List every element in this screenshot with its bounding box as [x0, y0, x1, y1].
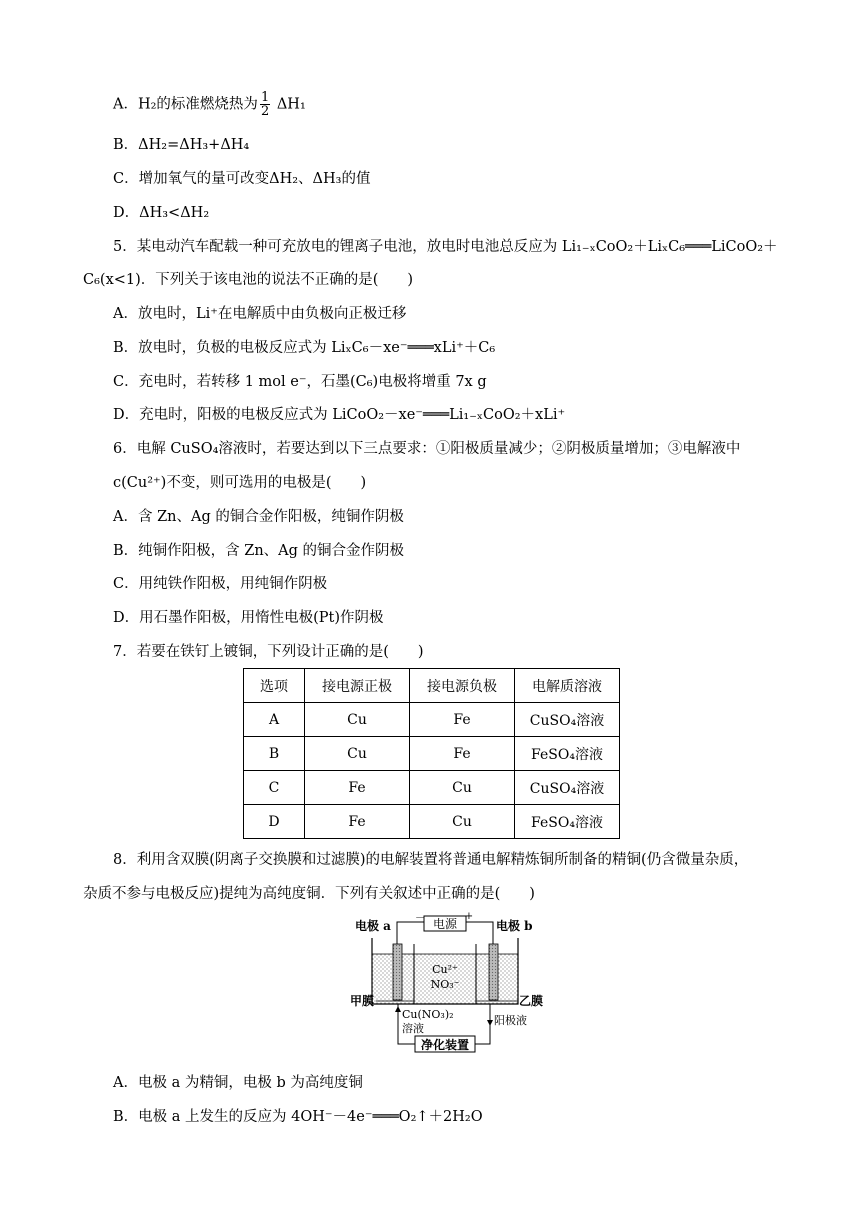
q6-option-d: D．用石墨作阳极，用惰性电极(Pt)作阴极: [113, 610, 384, 626]
membrane-right-label: 乙膜: [519, 994, 544, 1008]
q5-option-a: A．放电时，Li⁺在电解质中由负极向正极迁移: [113, 306, 407, 322]
table-cell: FeSO₄溶液: [515, 805, 620, 839]
table-cell: Fe: [410, 737, 515, 771]
q6-option-c: C．用纯铁作阳极，用纯铜作阴极: [113, 576, 328, 592]
table-cell: B: [244, 737, 305, 771]
purifier-label: 净化装置: [420, 1038, 470, 1052]
q4-option-a-tail: ΔH₁: [272, 96, 306, 113]
anolyte-label: 阳极液: [494, 1014, 527, 1027]
q4-option-b: B．ΔH₂=ΔH₃+ΔH₄: [113, 137, 250, 153]
negative-terminal-sign: －: [415, 913, 425, 924]
q7-stem: 7．若要在铁钉上镀铜，下列设计正确的是( ): [113, 644, 424, 660]
table-cell: A: [244, 703, 305, 737]
fraction-numerator: 1: [260, 90, 270, 105]
table-cell: CuSO₄溶液: [515, 703, 620, 737]
table-cell: C: [244, 771, 305, 805]
fraction-one-half: [260, 91, 270, 118]
table-header-row: [244, 669, 620, 703]
q7-options-table: [243, 668, 620, 839]
table-header-cell: 选项: [244, 669, 305, 703]
table-row: [244, 703, 620, 737]
q8-stem-line2: 杂质不参与电极反应)提纯为高纯度铜．下列有关叙述中正确的是( ): [83, 886, 535, 902]
table-cell: CuSO₄溶液: [515, 771, 620, 805]
solution-left-label-line2: 溶液: [402, 1022, 424, 1035]
table-cell: Cu: [410, 805, 515, 839]
q8-option-b: B．电极 a 上发生的反应为 4OH⁻－4e⁻═══O₂↑＋2H₂O: [113, 1109, 483, 1125]
q6-stem-line2: c(Cu²⁺)不变，则可选用的电极是( ): [113, 475, 367, 491]
fraction-denominator: 2: [260, 104, 270, 119]
ion-nitrate-label: NO₃⁻: [430, 978, 460, 991]
table-cell: D: [244, 805, 305, 839]
q4-option-d: D．ΔH₃<ΔH₂: [113, 205, 210, 221]
table-cell: Fe: [305, 805, 410, 839]
table-cell: Cu: [305, 737, 410, 771]
q6-option-b: B．纯铜作阳极，含 Zn、Ag 的铜合金作阴极: [113, 543, 405, 559]
q5-option-c: C．充电时，若转移 1 mol e⁻，石墨(C₆)电极将增重 7x g: [113, 374, 487, 390]
solution-left-label-line1: Cu(NO₃)₂: [402, 1008, 454, 1021]
arrow-down-icon: [487, 1020, 493, 1026]
table-cell: Fe: [305, 771, 410, 805]
q8-option-a: A．电极 a 为精铜，电极 b 为高纯度铜: [113, 1075, 363, 1091]
table-header-cell: 电解质溶液: [515, 669, 620, 703]
q6-option-a: A．含 Zn、Ag 的铜合金作阳极，纯铜作阴极: [113, 509, 404, 525]
q4-option-a-text: A．H₂的标准燃烧热为: [113, 96, 258, 113]
table-row: [244, 771, 620, 805]
table-row: [244, 737, 620, 771]
ion-copper-label: Cu²⁺: [432, 963, 458, 976]
table-cell: Cu: [305, 703, 410, 737]
table-header-cell: 接电源负极: [410, 669, 515, 703]
table-header-cell: 接电源正极: [305, 669, 410, 703]
q6-stem-line1: 6．电解 CuSO₄溶液时，若要达到以下三点要求：①阳极质量减少；②阴极质量增加；③电解液中: [113, 441, 741, 457]
table-row: [244, 805, 620, 839]
positive-terminal-sign: +: [464, 911, 474, 922]
table-cell: FeSO₄溶液: [515, 737, 620, 771]
q8-stem-line1: 8．利用含双膜(阴离子交换膜和过滤膜)的电解装置将普通电解精炼铜所制备的精铜(仍含微量杂质，: [113, 852, 749, 868]
q5-stem-line1: 5．某电动汽车配载一种可充放电的锂离子电池，放电时电池总反应为 Li₁₋ₓCoO₂＋LiₓC₆═══LiCoO₂＋: [113, 239, 778, 255]
q4-option-a: [113, 91, 306, 118]
q4-option-c: C．增加氧气的量可改变ΔH₂、ΔH₃的值: [113, 171, 371, 187]
arrow-up-icon: [395, 1006, 401, 1012]
q5-stem-line2: C₆(x<1)．下列关于该电池的说法不正确的是( ): [83, 272, 414, 288]
table-cell: Fe: [410, 703, 515, 737]
outflow-pipe-right: [475, 1004, 490, 1044]
electrode-b-rod: [489, 944, 498, 1000]
electrode-b-label: 电极 b: [496, 919, 533, 933]
power-source-label: 电源: [432, 917, 458, 931]
electrolysis-apparatus-diagram: [350, 908, 544, 1060]
q5-option-b: B．放电时，负极的电极反应式为 LiₓC₆－xe⁻═══xLi⁺＋C₆: [113, 340, 496, 356]
electrode-a-rod: [393, 944, 402, 1000]
table-cell: Cu: [410, 771, 515, 805]
electrode-a-label: 电极 a: [355, 919, 391, 933]
q5-option-d: D．充电时，阳极的电极反应式为 LiCoO₂－xe⁻═══Li₁₋ₓCoO₂＋xLi⁺: [113, 407, 566, 423]
membrane-left-label: 甲膜: [350, 994, 375, 1008]
